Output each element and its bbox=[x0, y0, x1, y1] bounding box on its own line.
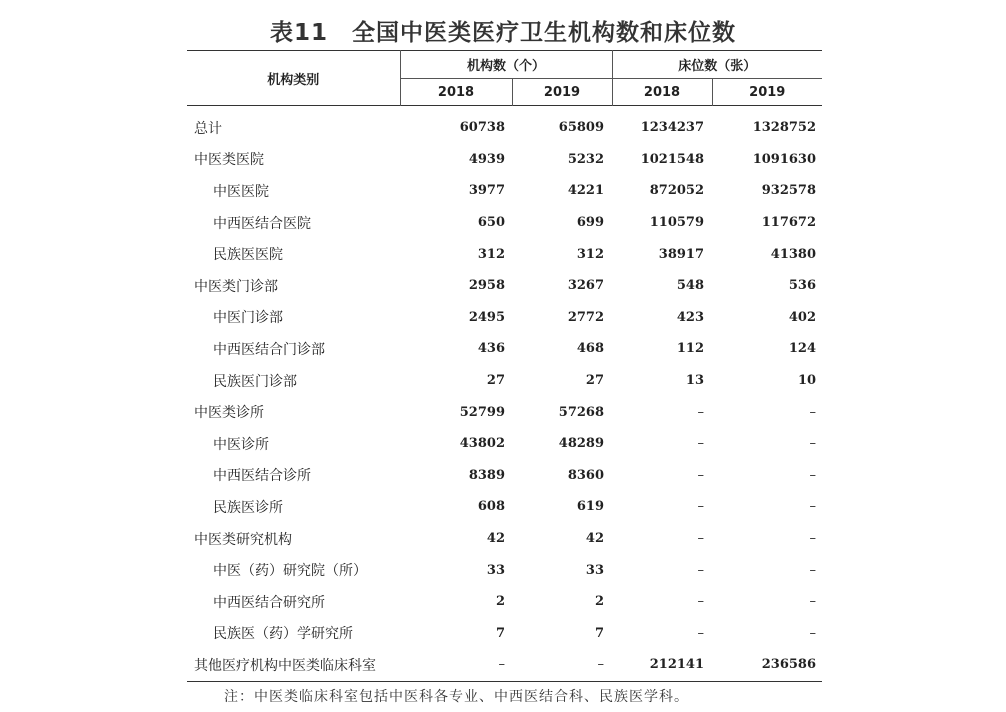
table-row bbox=[187, 554, 822, 586]
table-row bbox=[187, 238, 822, 270]
row-value: – bbox=[809, 467, 817, 483]
row-value: – bbox=[809, 531, 817, 547]
row-value: – bbox=[697, 499, 705, 515]
row-label: 民族医（药）学研究所 bbox=[213, 626, 353, 643]
table-row bbox=[187, 144, 822, 176]
row-label: 中医类门诊部 bbox=[194, 278, 278, 295]
row-value: 4939 bbox=[468, 151, 505, 167]
row-value: 43802 bbox=[459, 436, 505, 452]
row-value: 1091630 bbox=[752, 151, 817, 167]
row-label: 民族医诊所 bbox=[213, 499, 283, 516]
row-value: 699 bbox=[576, 215, 605, 231]
row-value: 1328752 bbox=[752, 120, 817, 136]
table-header bbox=[187, 51, 822, 106]
row-value: 7 bbox=[594, 625, 605, 641]
row-value: 7 bbox=[495, 625, 505, 641]
table-body bbox=[187, 106, 822, 682]
row-value: 33 bbox=[486, 562, 505, 578]
row-value: 27 bbox=[486, 373, 505, 389]
row-value: – bbox=[809, 499, 817, 515]
table-row bbox=[187, 333, 822, 365]
row-value: 48289 bbox=[558, 436, 605, 452]
row-value: 2958 bbox=[468, 278, 505, 294]
row-value: – bbox=[697, 404, 705, 420]
row-value: 402 bbox=[788, 309, 817, 325]
row-value: 60738 bbox=[459, 120, 505, 136]
header-category: 机构类别 bbox=[187, 51, 400, 106]
row-label: 中医医院 bbox=[213, 183, 269, 200]
row-value: 110579 bbox=[649, 215, 705, 231]
row-value: 1234237 bbox=[640, 120, 705, 136]
row-value: 65809 bbox=[558, 120, 605, 136]
row-label: 中西医结合研究所 bbox=[213, 594, 325, 611]
row-value: 42 bbox=[585, 531, 605, 547]
row-value: – bbox=[809, 404, 817, 420]
row-label: 中医（药）研究院（所） bbox=[213, 563, 367, 580]
row-value: – bbox=[697, 562, 705, 578]
table-row bbox=[187, 586, 822, 618]
row-label: 中医诊所 bbox=[213, 436, 269, 453]
row-value: 41380 bbox=[770, 246, 817, 262]
table-row bbox=[187, 270, 822, 302]
row-value: 312 bbox=[576, 246, 605, 262]
row-value: 312 bbox=[477, 246, 505, 262]
row-label: 中医门诊部 bbox=[213, 310, 283, 327]
row-value: 212141 bbox=[649, 657, 705, 673]
row-value: – bbox=[809, 436, 817, 452]
header-year: 2019 bbox=[512, 79, 612, 106]
row-value: 536 bbox=[788, 278, 817, 294]
row-value: 10 bbox=[797, 373, 817, 389]
row-value: – bbox=[809, 625, 817, 641]
row-label: 总计 bbox=[194, 120, 222, 137]
row-value: 8389 bbox=[468, 467, 505, 483]
row-value: 13 bbox=[685, 373, 705, 389]
row-value: 8360 bbox=[567, 467, 605, 483]
table-row bbox=[187, 523, 822, 555]
table-title: 表11 全国中医类医疗卫生机构数和床位数 bbox=[269, 20, 736, 46]
table-row bbox=[187, 106, 822, 144]
row-value: – bbox=[697, 436, 705, 452]
row-value: – bbox=[697, 594, 705, 610]
row-label: 民族医医院 bbox=[213, 247, 283, 264]
row-value: 38917 bbox=[658, 246, 705, 262]
row-label: 中医类医院 bbox=[194, 152, 264, 169]
row-value: 117672 bbox=[761, 215, 817, 231]
row-value: 608 bbox=[477, 499, 505, 515]
table-row bbox=[187, 618, 822, 650]
table-row bbox=[187, 428, 822, 460]
row-label: 中西医结合门诊部 bbox=[213, 341, 325, 358]
row-value: 2 bbox=[594, 594, 605, 610]
row-value: 619 bbox=[576, 499, 605, 515]
row-value: 33 bbox=[585, 562, 605, 578]
row-value: – bbox=[809, 562, 817, 578]
row-value: – bbox=[697, 531, 705, 547]
row-label: 其他医疗机构中医类临床科室 bbox=[194, 657, 376, 674]
row-value: 436 bbox=[477, 341, 505, 357]
table-row bbox=[187, 396, 822, 428]
table-row bbox=[187, 302, 822, 334]
header-beds-group: 床位数（张） bbox=[612, 51, 822, 79]
row-value: – bbox=[697, 467, 705, 483]
row-label: 中西医结合医院 bbox=[213, 215, 311, 232]
row-label: 中西医结合诊所 bbox=[213, 468, 311, 485]
row-label: 中医类研究机构 bbox=[194, 531, 292, 548]
row-value: – bbox=[498, 657, 505, 673]
row-value: 5232 bbox=[567, 151, 605, 167]
row-value: – bbox=[697, 625, 705, 641]
row-value: 423 bbox=[676, 309, 705, 325]
header-institutions-group: 机构数（个） bbox=[400, 51, 612, 79]
row-label: 民族医门诊部 bbox=[213, 373, 297, 390]
data-table bbox=[187, 50, 822, 682]
row-value: 27 bbox=[585, 373, 605, 389]
row-value: – bbox=[809, 594, 817, 610]
header-year: 2019 bbox=[749, 84, 786, 100]
row-value: 2495 bbox=[468, 309, 505, 325]
row-label: 中医类诊所 bbox=[194, 405, 264, 422]
table-row bbox=[187, 207, 822, 239]
row-value: 1021548 bbox=[640, 151, 705, 167]
row-value: 468 bbox=[576, 341, 605, 357]
header-year: 2018 bbox=[612, 79, 712, 106]
row-value: 650 bbox=[477, 215, 505, 231]
table-row bbox=[187, 175, 822, 207]
row-value: 124 bbox=[788, 341, 817, 357]
row-value: – bbox=[597, 657, 605, 673]
row-value: 3977 bbox=[468, 183, 505, 199]
table-row bbox=[187, 365, 822, 397]
row-value: 236586 bbox=[761, 657, 817, 673]
table-row bbox=[187, 649, 822, 681]
row-value: 932578 bbox=[761, 183, 817, 199]
table-row bbox=[187, 491, 822, 523]
row-value: 112 bbox=[676, 341, 705, 357]
row-value: 2772 bbox=[567, 309, 605, 325]
data-table-container bbox=[187, 50, 822, 682]
row-value: 4221 bbox=[567, 183, 605, 199]
row-value: 548 bbox=[676, 278, 705, 294]
row-value: 52799 bbox=[459, 404, 505, 420]
row-value: 42 bbox=[486, 531, 505, 547]
header-year: 2018 bbox=[400, 79, 512, 106]
row-value: 57268 bbox=[558, 404, 605, 420]
row-value: 872052 bbox=[649, 183, 705, 199]
footnote: 注：中医类临床科室包括中医科各专业、中西医结合科、民族医学科。 bbox=[224, 689, 689, 705]
row-value: 2 bbox=[495, 594, 505, 610]
row-value: 3267 bbox=[567, 278, 605, 294]
table-row bbox=[187, 460, 822, 492]
